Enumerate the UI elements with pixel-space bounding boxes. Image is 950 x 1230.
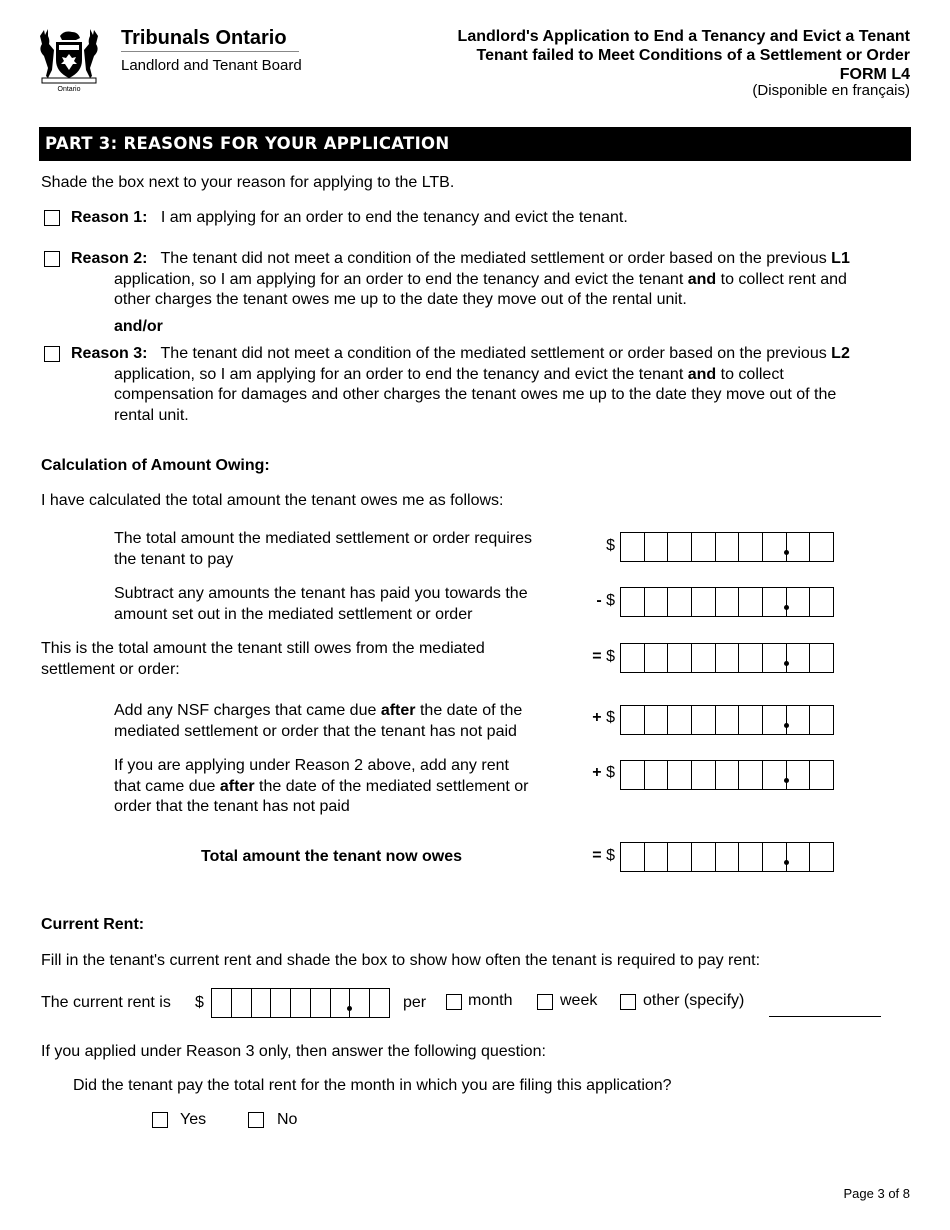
rent-other-label: other (specify) [643,992,745,1009]
digit-cell[interactable] [668,644,692,672]
calc-row5-line-c: order that the tenant has not paid [114,798,350,815]
calc-total-amount-field[interactable] [620,842,834,872]
digit-cell[interactable] [739,761,763,789]
calc-total-label: Total amount the tenant now owes [201,848,463,865]
reason3-text-c: to collect [720,366,784,383]
digit-cell[interactable] [787,706,811,734]
digit-cell[interactable] [787,843,811,871]
digit-cell[interactable] [810,533,833,561]
rent-amount-field[interactable] [211,988,390,1018]
rent-other-specify-field[interactable] [769,1016,881,1017]
reason1-text: I am applying for an order to end the tenancy and evict the tenant. [160,209,628,226]
calc-row4-amount-field[interactable] [620,705,834,735]
digit-cell[interactable] [311,989,331,1017]
and-or-label: and/or [114,318,163,335]
rent-paid-yes-checkbox[interactable] [152,1112,168,1128]
rent-instruction: Fill in the tenant's current rent and shade the box to show how often the tenant is required to pay rent: [41,952,761,969]
reason2-text-c: to collect rent and [720,271,847,288]
logo-caption: Ontario [57,86,81,92]
calc-row3-line-b: settlement or order: [41,660,180,678]
digit-cell[interactable] [787,533,811,561]
digit-cell[interactable] [716,843,740,871]
reason3-checkbox[interactable] [44,346,60,362]
calc-row5-line-b: that came due after the date of the mediated settlement or [114,777,529,795]
calc-row1-line-a: The total amount the mediated settlement or order requires [114,530,532,547]
rent-heading: Current Rent: [41,916,145,933]
digit-cell[interactable] [763,843,787,871]
digit-cell[interactable] [645,761,669,789]
calc-row2-amount-field[interactable] [620,587,834,617]
org-subtitle: Landlord and Tenant Board [121,57,302,74]
digit-cell[interactable] [810,706,833,734]
calc-row2-currency: $ [606,592,615,609]
reason2-code: L1 [831,250,850,267]
reason1-line [71,208,628,229]
rent-paid-yes-label: Yes [180,1111,207,1128]
digit-cell[interactable] [787,644,811,672]
reason3-label: Reason 3: [71,345,148,362]
calc-row4-currency: $ [606,709,615,726]
digit-cell[interactable] [810,761,833,789]
calc-heading: Calculation of Amount Owing: [41,457,270,474]
calc-row5-currency: $ [606,764,615,781]
reason2-line2 [114,270,847,291]
digit-cell[interactable] [252,989,272,1017]
org-name: Tribunals Ontario [121,27,287,49]
digit-cell[interactable] [621,843,645,871]
ontario-trillium-logo [36,26,102,92]
reason3-line3: compensation for damages and other charges the tenant owes me up to the date they move out of the [114,386,837,403]
digit-cell[interactable] [763,761,787,789]
digit-cell[interactable] [810,588,833,616]
calc-row4-text [114,701,522,742]
digit-cell[interactable] [621,588,645,616]
digit-cell[interactable] [645,588,669,616]
digit-cell[interactable] [739,644,763,672]
calc-row5-amount-field[interactable] [620,760,834,790]
digit-cell[interactable] [763,706,787,734]
rent-per: per [403,994,427,1011]
calc-row3-line-a: This is the total amount the tenant still owes from the mediated [41,640,485,657]
digit-cell[interactable] [621,706,645,734]
digit-cell[interactable] [692,761,716,789]
rent-paid-question: Did the tenant pay the total rent for the month in which you are filing this application? [73,1077,672,1094]
calc-row3-amount-field[interactable] [620,643,834,673]
calc-row3-text [41,639,485,680]
reason1-label: Reason 1: [71,209,148,226]
digit-cell[interactable] [645,843,669,871]
reason3-note: If you applied under Reason 3 only, then answer the following question: [41,1043,546,1060]
reason3-code: L2 [831,345,850,362]
digit-cell[interactable] [645,644,669,672]
form-title-line1: Landlord's Application to End a Tenancy and Evict a Tenant [457,28,910,45]
calc-row1-currency: $ [606,537,615,554]
rent-month-checkbox[interactable] [446,994,462,1010]
calc-row5-text [114,756,529,818]
calc-row5-line-a: If you are applying under Reason 2 above, add any rent [114,757,509,774]
digit-cell[interactable] [621,761,645,789]
reason2-line3: other charges the tenant owes me up to the date they move out of the rental unit. [114,291,687,308]
calc-row4-line-b: mediated settlement or order that the tenant has not paid [114,722,517,740]
reason1-checkbox[interactable] [44,210,60,226]
calc-row3-currency: $ [606,648,615,665]
digit-cell[interactable] [692,843,716,871]
digit-cell[interactable] [739,588,763,616]
digit-cell[interactable] [763,533,787,561]
digit-cell[interactable] [271,989,291,1017]
page-number: Page 3 of 8 [843,1186,910,1201]
calc-total-op: = $ [592,847,615,864]
calc-row1-amount-field[interactable] [620,532,834,562]
digit-cell[interactable] [212,989,232,1017]
reason3-line1 [71,344,850,365]
reason3-and: and [687,366,717,383]
digit-cell[interactable] [763,644,787,672]
digit-cell[interactable] [739,843,763,871]
calc-row1-op [575,537,615,555]
calc-row1-text [114,529,532,570]
french-availability: (Disponible en français) [752,82,910,99]
calc-row2-text [114,584,528,625]
digit-cell[interactable] [739,706,763,734]
digit-cell[interactable] [692,706,716,734]
calc-row2-op: - $ [596,592,615,609]
reason2-label: Reason 2: [71,250,148,267]
part3-heading: PART 3: REASONS FOR YOUR APPLICATION [39,127,911,161]
digit-cell[interactable] [716,588,740,616]
digit-cell[interactable] [331,989,351,1017]
reason3-line2 [114,365,784,386]
rent-other-checkbox[interactable] [620,994,636,1010]
digit-cell[interactable] [763,588,787,616]
rent-currency: $ [195,994,204,1011]
calc-row1-line-b: the tenant to pay [114,550,234,568]
rent-week-checkbox[interactable] [537,994,553,1010]
calc-row2-line-b: amount set out in the mediated settlement or order [114,605,473,623]
rent-paid-no-checkbox[interactable] [248,1112,264,1128]
digit-cell[interactable] [350,989,370,1017]
calc-row4-line-a: Add any NSF charges that came due after the date of the [114,702,523,719]
reason3-line4: rental unit. [114,407,189,424]
part3-instruction: Shade the box next to your reason for applying to the LTB. [41,174,455,191]
digit-cell[interactable] [370,989,389,1017]
digit-cell[interactable] [668,706,692,734]
digit-cell[interactable] [810,843,833,871]
reason2-and: and [687,271,717,288]
calc-total-currency: $ [606,847,615,864]
digit-cell[interactable] [716,533,740,561]
calc-row3-op: = $ [592,648,615,665]
form-title-line2: Tenant failed to Meet Conditions of a Settlement or Order [476,47,910,64]
digit-cell[interactable] [232,989,252,1017]
calc-row2-line-a: Subtract any amounts the tenant has paid you towards the [114,585,528,602]
digit-cell[interactable] [621,533,645,561]
digit-cell[interactable] [668,533,692,561]
org-divider [121,51,299,52]
digit-cell[interactable] [716,706,740,734]
form-number: FORM L4 [839,66,910,83]
reason2-checkbox[interactable] [44,251,60,267]
calc-intro: I have calculated the total amount the tenant owes me as follows: [41,492,504,509]
digit-cell[interactable] [645,706,669,734]
digit-cell[interactable] [716,644,740,672]
rent-paid-no-label: No [277,1111,298,1128]
digit-cell[interactable] [810,644,833,672]
digit-cell[interactable] [291,989,311,1017]
reason3-text-a: The tenant did not meet a condition of the mediated settlement or order based on the previous [160,345,827,362]
digit-cell[interactable] [645,533,669,561]
rent-label: The current rent is [41,994,171,1011]
digit-cell[interactable] [692,588,716,616]
calc-row4-op: + $ [592,709,615,726]
digit-cell[interactable] [668,588,692,616]
digit-cell[interactable] [692,644,716,672]
calc-row5-op: + $ [592,764,615,781]
digit-cell[interactable] [621,644,645,672]
reason2-text-a: The tenant did not meet a condition of the mediated settlement or order based on the previous [160,250,827,267]
reason3-text-b: application, so I am applying for an order to end the tenancy and evict the tenant [114,366,684,383]
rent-month-label: month [468,992,513,1009]
digit-cell[interactable] [668,843,692,871]
digit-cell[interactable] [787,761,811,789]
rent-week-label: week [560,992,598,1009]
digit-cell[interactable] [739,533,763,561]
digit-cell[interactable] [668,761,692,789]
digit-cell[interactable] [716,761,740,789]
reason2-text-b: application, so I am applying for an order to end the tenancy and evict the tenant [114,271,684,288]
digit-cell[interactable] [692,533,716,561]
digit-cell[interactable] [787,588,811,616]
reason2-line1 [71,249,850,270]
